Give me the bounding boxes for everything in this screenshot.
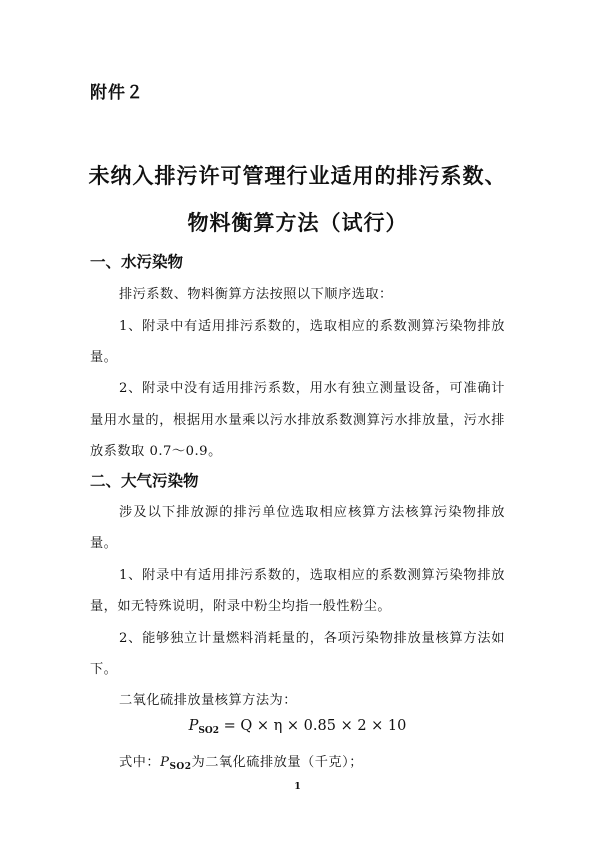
paragraph-water-item2-line1: 2、附录中没有适用排污系数，用水有独立测量设备，可准确计 [119,381,505,396]
document-title-line-2: 物料衡算方法（试行） [187,211,408,235]
formula-lhs-symbol: P [188,718,199,734]
paragraph-air-intro-line1: 涉及以下排放源的排污单位选取相应核算方法核算污染物排放 [119,505,505,520]
paragraph-air-intro-line2: 量。 [90,536,118,551]
paragraph-air-item2-line1: 2、能够独立计量燃料消耗量的，各项污染物排放量核算方法如 [119,631,505,646]
paragraph-water-item2-line2: 量用水量的，根据用水量乘以污水排放系数测算污水排放量，污水排 [90,413,505,428]
paragraph-water-item1-line2: 量。 [90,350,118,365]
paragraph-air-item1-line1: 1、附录中有适用排污系数的，选取相应的系数测算污染物排放 [119,568,505,583]
formula-lhs-subscript: SO2 [198,726,219,736]
formula-rhs: = Q × η × 0.85 × 2 × 10 [219,718,407,734]
paragraph-air-item2-line2: 下。 [90,662,118,677]
paragraph-water-item2-line3: 放系数取 0.7～0.9。 [90,444,222,459]
section-heading-water: 一、水污染物 [90,253,184,271]
paragraph-water-item1-line1: 1、附录中有适用排污系数的，选取相应的系数测算污染物排放 [119,319,505,334]
page-number: 1 [294,781,301,792]
document-title-line-1: 未纳入排污许可管理行业适用的排污系数、 [88,164,507,188]
attachment-label: 附件２ [90,83,144,103]
section-heading-air: 二、大气污染物 [90,472,199,490]
so2-formula [0,718,595,736]
where-subscript: SO2 [169,762,192,772]
paragraph-water-intro: 排污系数、物料衡算方法按照以下顺序选取： [119,287,393,302]
paragraph-so2-label: 二氧化硫排放量核算方法为： [119,693,297,708]
where-symbol: P [160,755,170,770]
where-prefix: 式中： [119,755,161,770]
paragraph-air-item1-line2: 量，如无特殊说明，附录中粉尘均指一般性粉尘。 [90,599,392,614]
formula-explanation [119,751,505,772]
where-suffix: 为二氧化硫排放量（千克）； [191,755,363,770]
